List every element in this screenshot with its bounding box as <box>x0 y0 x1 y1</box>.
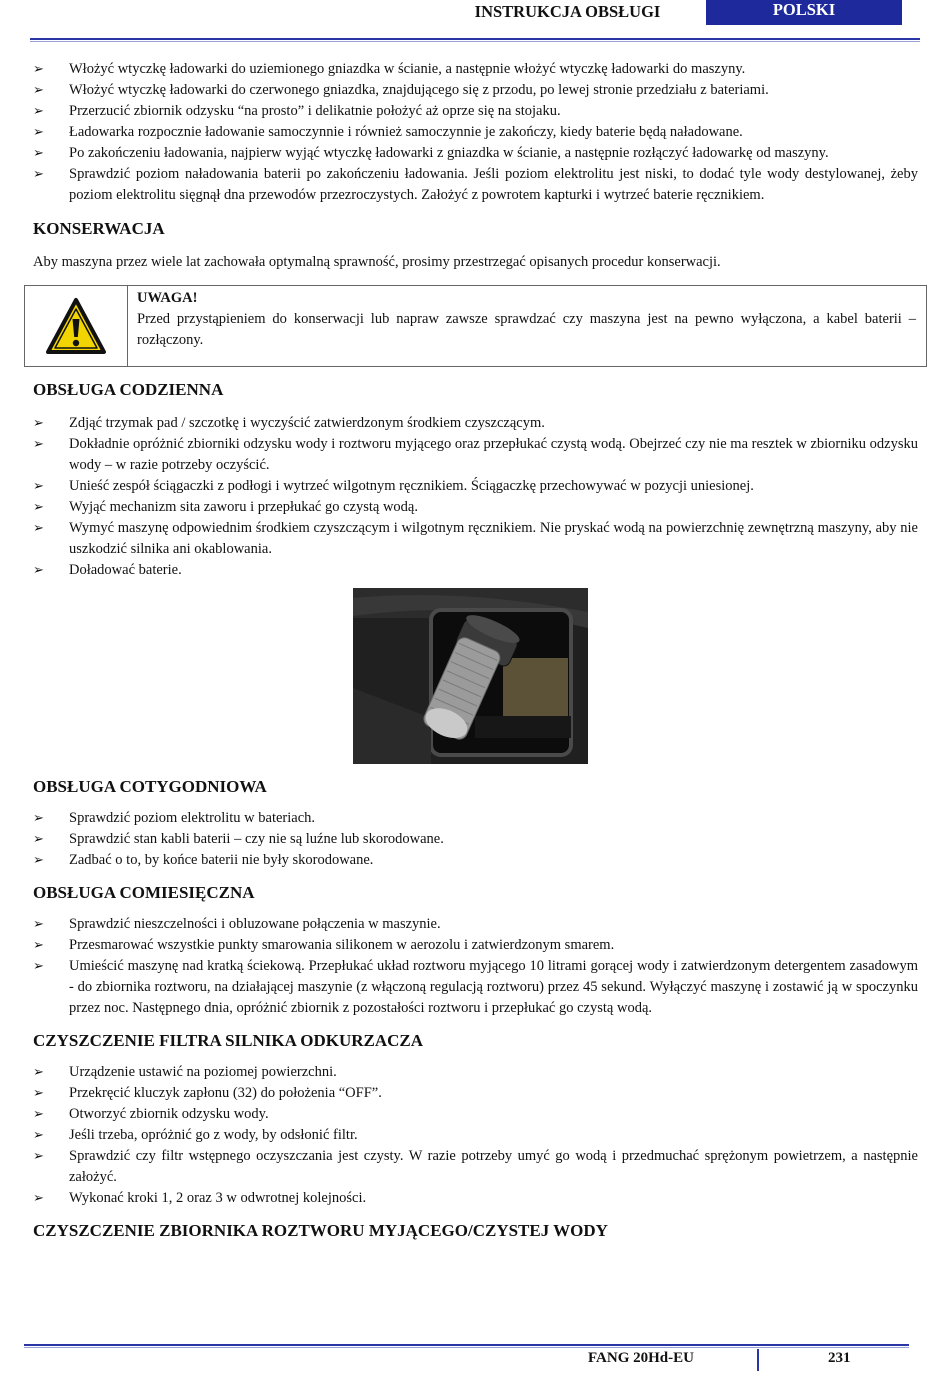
list-item <box>33 935 918 956</box>
bullet-arrow-icon: ➢ <box>33 437 44 452</box>
list-item-text: Sprawdzić poziom naładowania baterii po zakończeniu ładowania. Jeśli poziom elektrolitu jest niski, to dodać tyle wody destylowanej, żeby poziom elektrolitu sięgnął dna przewodów przezroczystych. Założyć z powrotem kapturki i wytrzeć baterie ręcznikiem. <box>69 166 918 203</box>
header-rule <box>30 38 920 40</box>
charging-steps-list <box>33 59 918 206</box>
list-item <box>33 1104 918 1125</box>
list-item-text: Sprawdzić poziom elektrolitu w bateriach. <box>69 810 316 826</box>
list-item <box>33 143 918 164</box>
list-item <box>33 518 918 560</box>
page-content <box>33 59 918 1243</box>
list-item <box>33 80 918 101</box>
list-item-text: Sprawdzić stan kabli baterii – czy nie są luźne lub skorodowane. <box>69 831 444 847</box>
bullet-arrow-icon: ➢ <box>33 1086 44 1101</box>
section-heading-maintenance: KONSERWACJA <box>33 219 165 238</box>
warning-title: UWAGA! <box>137 290 198 306</box>
bullet-arrow-icon: ➢ <box>33 83 44 98</box>
footer-model: FANG 20Hd-EU <box>588 1350 694 1366</box>
bullet-arrow-icon: ➢ <box>33 146 44 161</box>
bullet-arrow-icon: ➢ <box>33 938 44 953</box>
list-item-text: Doładować baterie. <box>69 562 182 578</box>
photo-container <box>23 588 918 764</box>
warning-icon-cell <box>25 286 128 366</box>
list-item-text: Przesmarować wszystkie punkty smarowania silikonem w aerozolu i zatwierdzonym smarem. <box>69 937 615 953</box>
bullet-arrow-icon: ➢ <box>33 917 44 932</box>
section-heading-filter: CZYSZCZENIE FILTRA SILNIKA ODKURZACZA <box>33 1031 424 1050</box>
daily-list <box>33 413 918 581</box>
bullet-arrow-icon: ➢ <box>33 1128 44 1143</box>
monthly-list <box>33 914 918 1019</box>
list-item-text: Zadbać o to, by końce baterii nie były skorodowane. <box>69 852 374 868</box>
filter-photo <box>353 588 588 764</box>
section-heading-monthly: OBSŁUGA COMIESIĘCZNA <box>33 883 255 902</box>
bullet-arrow-icon: ➢ <box>33 416 44 431</box>
filter-list <box>33 1062 918 1209</box>
bullet-arrow-icon: ➢ <box>33 959 44 974</box>
list-item <box>33 914 918 935</box>
list-item-text: Unieść zespół ściągaczki z podłogi i wytrzeć wilgotnym ręcznikiem. Ściągaczkę przechowywać w pozycji uniesionej. <box>69 478 754 494</box>
bullet-arrow-icon: ➢ <box>33 1191 44 1206</box>
bullet-arrow-icon: ➢ <box>33 167 44 182</box>
list-item <box>33 560 918 581</box>
list-item-text: Jeśli trzeba, opróżnić go z wody, by odsłonić filtr. <box>69 1127 358 1143</box>
bullet-arrow-icon: ➢ <box>33 853 44 868</box>
list-item-text: Włożyć wtyczkę ładowarki do czerwonego gniazdka, znajdującego się z przodu, po lewej stronie przedziału z bateriami. <box>69 82 769 98</box>
list-item-text: Umieścić maszynę nad kratką ściekową. Przepłukać układ roztworu myjącego 10 litrami gorącej wody i zatwierdzonym detergentem zasadowym - do zbiornika roztworu, na działającej maszynie (z włączoną regulacją roztworu) przez 45 sekund. Wyłączyć maszynę i zostawić ją w spoczynku przez noc. Następnego dnia, opróżnić zbiornik z pozostałości roztworu i przepłukać go czystą wodą. <box>69 958 918 1016</box>
section-heading-tank: CZYSZCZENIE ZBIORNIKA ROZTWORU MYJĄCEGO/CZYSTEJ WODY <box>33 1221 608 1240</box>
list-item-text: Sprawdzić czy filtr wstępnego oczyszczania jest czysty. W razie potrzeby umyć go wodą i przedmuchać sprężonym powietrzem, a następnie założyć. <box>69 1148 918 1185</box>
list-item <box>33 1062 918 1083</box>
header-rule-thin <box>30 41 920 42</box>
list-item-text: Przekręcić kluczyk zapłonu (32) do położenia “OFF”. <box>69 1085 382 1101</box>
warning-text-cell <box>128 286 926 366</box>
list-item-text: Dokładnie opróżnić zbiorniki odzysku wody i roztworu myjącego oraz przepłukać czystą wodą. Obejrzeć czy nie ma resztek w zbiorniku odzysku wody – w razie potrzeby oczyścić. <box>69 436 918 473</box>
list-item-text: Wykonać kroki 1, 2 oraz 3 w odwrotnej kolejności. <box>69 1190 367 1206</box>
list-item-text: Sprawdzić nieszczelności i obluzowane połączenia w maszynie. <box>69 916 441 932</box>
list-item-text: Zdjąć trzymak pad / szczotkę i wyczyścić zatwierdzonym środkiem czyszczącym. <box>69 415 545 431</box>
weekly-list <box>33 808 918 871</box>
bullet-arrow-icon: ➢ <box>33 1065 44 1080</box>
list-item <box>33 101 918 122</box>
list-item-text: Ładowarka rozpocznie ładowanie samoczynnie i również samoczynnie je zakończy, kiedy baterie będą naładowane. <box>69 124 743 140</box>
bullet-arrow-icon: ➢ <box>33 500 44 515</box>
list-item-text: Wyjąć mechanizm sita zaworu i przepłukać go czystą wodą. <box>69 499 418 515</box>
bullet-arrow-icon: ➢ <box>33 1107 44 1122</box>
list-item <box>33 1146 918 1188</box>
section-heading-weekly: OBSŁUGA COTYGODNIOWA <box>33 777 267 796</box>
maintenance-intro: Aby maszyna przez wiele lat zachowała optymalną sprawność, prosimy przestrzegać opisanych procedur konserwacji. <box>33 254 721 270</box>
bullet-arrow-icon: ➢ <box>33 1149 44 1164</box>
list-item-text: Włożyć wtyczkę ładowarki do uziemionego gniazdka w ścianie, a następnie włożyć wtyczkę ładowarki do maszyny. <box>69 61 746 77</box>
list-item <box>33 956 918 1019</box>
list-item-text: Urządzenie ustawić na poziomej powierzchni. <box>69 1064 337 1080</box>
list-item <box>33 1188 918 1209</box>
bullet-arrow-icon: ➢ <box>33 521 44 536</box>
bullet-arrow-icon: ➢ <box>33 125 44 140</box>
list-item <box>33 122 918 143</box>
list-item <box>33 497 918 518</box>
list-item <box>33 1083 918 1104</box>
page-number: 231 <box>828 1350 851 1366</box>
list-item <box>33 808 918 829</box>
list-item <box>33 850 918 871</box>
list-item <box>33 829 918 850</box>
list-item <box>33 434 918 476</box>
bullet-arrow-icon: ➢ <box>33 62 44 77</box>
warning-text: Przed przystąpieniem do konserwacji lub napraw zawsze sprawdzać czy maszyna jest na pewno wyłączona, a kabel baterii – rozłączony. <box>137 311 916 348</box>
list-item-text: Po zakończeniu ładowania, najpierw wyjąć wtyczkę ładowarki z gniazdka w ścianie, a następnie rozłączyć ładowarkę od maszyny. <box>69 145 829 161</box>
list-item <box>33 413 918 434</box>
language-badge: POLSKI <box>706 0 902 25</box>
bullet-arrow-icon: ➢ <box>33 811 44 826</box>
list-item <box>33 476 918 497</box>
bullet-arrow-icon: ➢ <box>33 563 44 578</box>
list-item <box>33 59 918 80</box>
footer-rule-thin <box>24 1347 909 1348</box>
section-heading-daily: OBSŁUGA CODZIENNA <box>33 380 224 399</box>
bullet-arrow-icon: ➢ <box>33 832 44 847</box>
bullet-arrow-icon: ➢ <box>33 479 44 494</box>
list-item-text: Wymyć maszynę odpowiednim środkiem czyszczącym i wilgotnym ręcznikiem. Nie pryskać wodą na powierzchnię zewnętrzną maszyny, aby nie uszkodzić silnika ani okablowania. <box>69 520 918 557</box>
warning-triangle-icon <box>45 297 107 355</box>
bullet-arrow-icon: ➢ <box>33 104 44 119</box>
footer-rule <box>24 1344 909 1346</box>
list-item <box>33 1125 918 1146</box>
header-title: INSTRUKCJA OBSŁUGI <box>474 2 661 21</box>
list-item-text: Przerzucić zbiornik odzysku “na prosto” i delikatnie położyć aż oprze się na stojaku. <box>69 103 561 119</box>
list-item <box>33 164 918 206</box>
warning-box <box>24 285 927 367</box>
footer-separator <box>757 1349 759 1371</box>
list-item-text: Otworzyć zbiornik odzysku wody. <box>69 1106 269 1122</box>
